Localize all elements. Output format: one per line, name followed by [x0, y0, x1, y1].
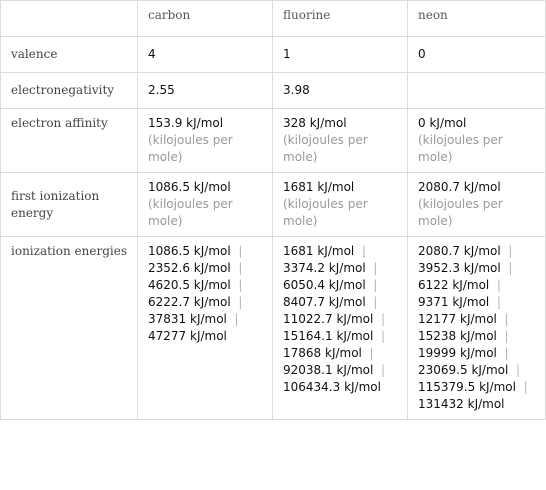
ionization-energy-value: 17868 kJ/mol	[283, 346, 362, 360]
list-separator: |	[489, 278, 505, 292]
value-text: 0 kJ/mol	[418, 116, 467, 130]
cell-carbon-electron-affinity	[138, 109, 273, 173]
list-separator: |	[496, 312, 513, 326]
list-separator: |	[354, 244, 370, 258]
list-separator: |	[508, 363, 524, 377]
ionization-energy-value: 15238 kJ/mol	[418, 329, 497, 343]
table-row	[1, 73, 546, 109]
unit-note: (kilojoules per mole)	[148, 133, 233, 164]
list-separator: |	[373, 312, 389, 326]
unit-note: (kilojoules per mole)	[283, 133, 368, 164]
header-row	[1, 1, 546, 37]
list-separator: |	[489, 295, 505, 309]
list-separator: |	[373, 329, 389, 343]
ionization-energy-value: 12177 kJ/mol	[418, 312, 497, 326]
row-label-electronegativity: electronegativity	[1, 73, 138, 109]
value-text: 1086.5 kJ/mol	[148, 180, 231, 194]
ionization-energy-value: 6050.4 kJ/mol	[283, 278, 366, 292]
ionization-energy-value: 6222.7 kJ/mol	[148, 295, 231, 309]
ionization-energy-value: 131432 kJ/mol	[418, 397, 505, 411]
cell-fluorine-electron-affinity	[273, 109, 408, 173]
list-separator: |	[230, 261, 247, 275]
table-row	[1, 37, 546, 73]
ionization-energy-value: 9371 kJ/mol	[418, 295, 490, 309]
ionization-energy-value: 115379.5 kJ/mol	[418, 380, 516, 394]
row-label-ionization-energies: ionization energies	[1, 237, 138, 420]
list-separator: |	[500, 261, 517, 275]
ionization-energy-value: 2080.7 kJ/mol	[418, 244, 501, 258]
ionization-energy-value: 47277 kJ/mol	[148, 329, 227, 343]
ionization-energy-value: 3952.3 kJ/mol	[418, 261, 501, 275]
table-row	[1, 237, 546, 420]
value-text: 153.9 kJ/mol	[148, 116, 224, 130]
ionization-energy-value: 11022.7 kJ/mol	[283, 312, 374, 326]
cell-neon-electron-affinity	[408, 109, 546, 173]
list-separator: |	[230, 244, 247, 258]
ionization-energy-value: 1086.5 kJ/mol	[148, 244, 231, 258]
list-separator: |	[496, 346, 513, 360]
col-header-neon: neon	[408, 1, 546, 37]
cell-neon-electronegativity	[408, 73, 546, 109]
cell-neon-valence: 0	[408, 37, 546, 73]
cell-neon-ionization-energies	[408, 237, 546, 420]
value-text: 328 kJ/mol	[283, 116, 347, 130]
list-separator: |	[230, 278, 247, 292]
list-separator: |	[365, 278, 382, 292]
unit-note: (kilojoules per mole)	[283, 197, 368, 228]
unit-note: (kilojoules per mole)	[418, 197, 503, 228]
ionization-energy-value: 92038.1 kJ/mol	[283, 363, 374, 377]
list-separator: |	[500, 244, 517, 258]
ionization-energy-value: 106434.3 kJ/mol	[283, 380, 381, 394]
list-separator: |	[226, 312, 243, 326]
col-header-carbon: carbon	[138, 1, 273, 37]
list-separator: |	[496, 329, 513, 343]
ionization-energy-value: 3374.2 kJ/mol	[283, 261, 366, 275]
table-row	[1, 173, 546, 237]
cell-neon-first-ionization	[408, 173, 546, 237]
cell-fluorine-electronegativity: 3.98	[273, 73, 408, 109]
cell-fluorine-valence: 1	[273, 37, 408, 73]
corner-cell	[1, 1, 138, 37]
ionization-energy-value: 37831 kJ/mol	[148, 312, 227, 326]
ionization-energy-value: 8407.7 kJ/mol	[283, 295, 366, 309]
ionization-energy-value: 19999 kJ/mol	[418, 346, 497, 360]
value-text: 1681 kJ/mol	[283, 180, 355, 194]
cell-fluorine-first-ionization	[273, 173, 408, 237]
cell-carbon-first-ionization	[138, 173, 273, 237]
cell-carbon-ionization-energies	[138, 237, 273, 420]
list-separator: |	[361, 346, 378, 360]
cell-carbon-electronegativity: 2.55	[138, 73, 273, 109]
ionization-energy-value: 23069.5 kJ/mol	[418, 363, 509, 377]
col-header-fluorine: fluorine	[273, 1, 408, 37]
row-label-valence: valence	[1, 37, 138, 73]
list-separator: |	[515, 380, 532, 394]
ionization-energy-value: 15164.1 kJ/mol	[283, 329, 374, 343]
ionization-energy-value: 4620.5 kJ/mol	[148, 278, 231, 292]
ionization-energy-value: 2352.6 kJ/mol	[148, 261, 231, 275]
unit-note: (kilojoules per mole)	[418, 133, 503, 164]
ionization-energy-value: 1681 kJ/mol	[283, 244, 355, 258]
list-separator: |	[230, 295, 247, 309]
cell-fluorine-ionization-energies	[273, 237, 408, 420]
table-row	[1, 109, 546, 173]
list-separator: |	[373, 363, 389, 377]
cell-carbon-valence: 4	[138, 37, 273, 73]
row-label-electron-affinity: electron affinity	[1, 109, 138, 173]
ionization-energy-value: 6122 kJ/mol	[418, 278, 490, 292]
list-separator: |	[365, 261, 382, 275]
list-separator: |	[365, 295, 382, 309]
unit-note: (kilojoules per mole)	[148, 197, 233, 228]
value-text: 2080.7 kJ/mol	[418, 180, 501, 194]
row-label-first-ionization-energy: first ionization energy	[1, 173, 138, 237]
